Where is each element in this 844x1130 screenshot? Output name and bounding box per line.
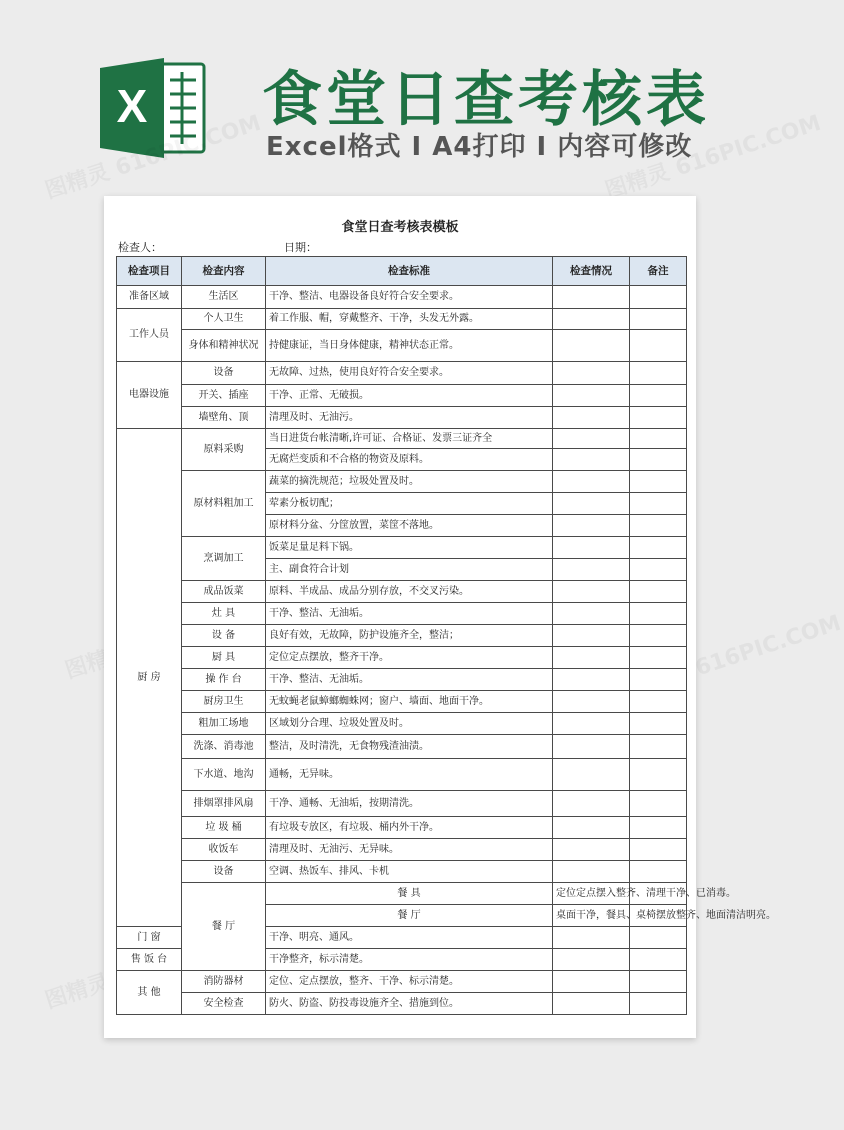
result-cell[interactable] bbox=[553, 861, 630, 883]
category-cell: 准备区域 bbox=[117, 286, 182, 309]
table-row bbox=[117, 407, 687, 429]
standard-cell: 饭菜足量足料下锅。 bbox=[266, 537, 553, 559]
result-cell[interactable] bbox=[553, 449, 630, 471]
remark-cell[interactable] bbox=[630, 927, 687, 949]
result-cell[interactable] bbox=[553, 839, 630, 861]
item-cell: 开关、插座 bbox=[182, 385, 266, 407]
item-cell: 生活区 bbox=[182, 286, 266, 309]
remark-cell[interactable] bbox=[630, 949, 687, 971]
remark-cell[interactable] bbox=[630, 493, 687, 515]
remark-cell[interactable] bbox=[630, 385, 687, 407]
header-cell: 备注 bbox=[630, 257, 687, 286]
standard-cell: 着工作服、帽，穿戴整齐、干净，头发无外露。 bbox=[266, 309, 553, 330]
document-title: 食堂日查考核表模板 bbox=[341, 220, 459, 235]
table-row bbox=[117, 362, 687, 385]
remark-cell[interactable] bbox=[630, 330, 687, 362]
item-cell: 灶 具 bbox=[182, 603, 266, 625]
remark-cell[interactable] bbox=[630, 735, 687, 759]
result-cell[interactable] bbox=[553, 817, 630, 839]
result-cell[interactable] bbox=[553, 647, 630, 669]
remark-cell[interactable] bbox=[630, 559, 687, 581]
remark-cell[interactable] bbox=[630, 603, 687, 625]
table-row bbox=[117, 581, 687, 603]
remark-cell[interactable] bbox=[630, 791, 687, 817]
standard-cell: 通畅，无异味。 bbox=[266, 759, 553, 791]
result-cell[interactable] bbox=[553, 537, 630, 559]
excel-icon-letter: X bbox=[116, 80, 148, 132]
standard-cell: 有垃圾专放区，有垃圾、桶内外干净。 bbox=[266, 817, 553, 839]
standard-cell: 清理及时、无油污、无异味。 bbox=[266, 839, 553, 861]
item-cell: 洗涤、消毒池 bbox=[182, 735, 266, 759]
standard-cell: 持健康证，当日身体健康，精神状态正常。 bbox=[266, 330, 553, 362]
header-cell: 检查项目 bbox=[117, 257, 182, 286]
remark-cell[interactable] bbox=[630, 286, 687, 309]
result-cell[interactable] bbox=[553, 429, 630, 449]
category-cell: 工作人员 bbox=[117, 309, 182, 362]
result-cell[interactable] bbox=[553, 791, 630, 817]
item-cell: 设备 bbox=[182, 861, 266, 883]
item-cell: 餐 具 bbox=[266, 883, 553, 905]
table-row bbox=[117, 471, 687, 493]
table-row bbox=[117, 839, 687, 861]
standard-cell: 干净、整洁、无油垢。 bbox=[266, 603, 553, 625]
result-cell[interactable] bbox=[553, 515, 630, 537]
result-cell[interactable] bbox=[553, 309, 630, 330]
item-cell: 原料采购 bbox=[182, 429, 266, 471]
result-cell[interactable] bbox=[553, 407, 630, 429]
table-row bbox=[117, 309, 687, 330]
standard-cell: 干净、明亮、通风。 bbox=[266, 927, 553, 949]
item-cell: 成品饭菜 bbox=[182, 581, 266, 603]
standard-cell: 定位定点摆放，整齐干净。 bbox=[266, 647, 553, 669]
standard-cell: 荤素分板切配； bbox=[266, 493, 553, 515]
result-cell[interactable] bbox=[553, 330, 630, 362]
table-row bbox=[117, 429, 687, 449]
result-cell[interactable] bbox=[553, 362, 630, 385]
table-row bbox=[117, 883, 687, 905]
remark-cell[interactable] bbox=[630, 971, 687, 993]
table-row bbox=[117, 791, 687, 817]
remark-cell[interactable] bbox=[630, 309, 687, 330]
standard-cell: 整洁，及时清洗，无食物残渣油渍。 bbox=[266, 735, 553, 759]
remark-cell[interactable] bbox=[630, 759, 687, 791]
table-row bbox=[117, 817, 687, 839]
category-cell: 餐 厅 bbox=[182, 883, 266, 971]
table-row bbox=[117, 537, 687, 559]
table-row bbox=[117, 286, 687, 309]
result-cell[interactable] bbox=[553, 286, 630, 309]
result-cell[interactable] bbox=[553, 493, 630, 515]
item-cell: 消防器材 bbox=[182, 971, 266, 993]
item-cell: 设备 bbox=[182, 362, 266, 385]
date-label: 日期： bbox=[284, 241, 317, 254]
remark-cell[interactable] bbox=[630, 449, 687, 471]
standard-cell: 当日进货台帐清晰,许可证、合格证、发票三证齐全 bbox=[266, 429, 553, 449]
item-cell: 安全检查 bbox=[182, 993, 266, 1015]
category-cell: 厨 房 bbox=[117, 429, 182, 927]
standard-cell: 干净、整洁、无油垢。 bbox=[266, 669, 553, 691]
standard-cell: 主、副食符合计划 bbox=[266, 559, 553, 581]
standard-cell: 桌面干净，餐具、桌椅摆放整齐、地面清洁明亮。 bbox=[553, 905, 630, 927]
document-sheet bbox=[104, 196, 776, 1038]
standard-cell: 空调、热饭车、排风、卡机 bbox=[266, 861, 553, 883]
result-cell[interactable] bbox=[553, 625, 630, 647]
item-cell: 垃 圾 桶 bbox=[182, 817, 266, 839]
standard-cell: 定位、定点摆放，整齐、干净、标示清楚。 bbox=[266, 971, 553, 993]
item-cell: 粗加工场地 bbox=[182, 713, 266, 735]
inspection-table bbox=[116, 256, 776, 1015]
result-cell[interactable] bbox=[553, 691, 630, 713]
table-row bbox=[117, 861, 687, 883]
standard-cell: 良好有效，无故障，防护设施齐全，整洁； bbox=[266, 625, 553, 647]
standard-cell: 蔬菜的摘洗规范；垃圾处置及时。 bbox=[266, 471, 553, 493]
standard-cell: 防火、防盗、防投毒设施齐全、措施到位。 bbox=[266, 993, 553, 1015]
category-cell: 电器设施 bbox=[117, 362, 182, 429]
item-cell: 厨房卫生 bbox=[182, 691, 266, 713]
category-cell: 其 他 bbox=[117, 971, 182, 1015]
table-row bbox=[117, 735, 687, 759]
item-cell: 厨 具 bbox=[182, 647, 266, 669]
remark-cell[interactable] bbox=[630, 713, 687, 735]
result-cell[interactable] bbox=[553, 471, 630, 493]
item-cell: 下水道、地沟 bbox=[182, 759, 266, 791]
result-cell[interactable] bbox=[553, 603, 630, 625]
table-row bbox=[117, 971, 687, 993]
item-cell: 操 作 台 bbox=[182, 669, 266, 691]
table-row bbox=[117, 993, 687, 1015]
table-row bbox=[117, 330, 687, 362]
result-cell[interactable] bbox=[553, 759, 630, 791]
header-cell: 检查内容 bbox=[182, 257, 266, 286]
table-row bbox=[117, 385, 687, 407]
item-cell: 个人卫生 bbox=[182, 309, 266, 330]
item-cell: 收饭车 bbox=[182, 839, 266, 861]
standard-cell: 无故障、过热，使用良好符合安全要求。 bbox=[266, 362, 553, 385]
remark-cell[interactable] bbox=[630, 691, 687, 713]
remark-cell[interactable] bbox=[630, 861, 687, 883]
result-cell[interactable] bbox=[553, 559, 630, 581]
standard-cell: 干净、整洁、电器设备良好符合安全要求。 bbox=[266, 286, 553, 309]
result-cell[interactable] bbox=[553, 385, 630, 407]
table-row bbox=[117, 713, 687, 735]
remark-cell[interactable] bbox=[630, 669, 687, 691]
remark-cell[interactable] bbox=[630, 581, 687, 603]
result-cell[interactable] bbox=[553, 581, 630, 603]
result-cell[interactable] bbox=[553, 669, 630, 691]
result-cell[interactable] bbox=[553, 949, 630, 971]
table-row bbox=[117, 759, 687, 791]
remark-cell[interactable] bbox=[630, 515, 687, 537]
banner-title: 食堂日查考核表 bbox=[262, 65, 710, 135]
item-cell: 身体和精神状况 bbox=[182, 330, 266, 362]
result-cell[interactable] bbox=[553, 927, 630, 949]
standard-cell: 原材料分盆、分筐放置，菜筐不落地。 bbox=[266, 515, 553, 537]
table-row bbox=[117, 625, 687, 647]
excel-icon bbox=[100, 58, 208, 158]
remark-cell[interactable] bbox=[630, 817, 687, 839]
remark-cell[interactable] bbox=[630, 993, 687, 1015]
standard-cell: 定位定点摆入整齐、清理干净、已消毒。 bbox=[553, 883, 630, 905]
header-cell: 检查标准 bbox=[266, 257, 553, 286]
table-row bbox=[117, 647, 687, 669]
remark-cell[interactable] bbox=[630, 537, 687, 559]
standard-cell: 原料、半成品、成品分别存放，不交叉污染。 bbox=[266, 581, 553, 603]
item-cell: 门 窗 bbox=[117, 927, 182, 949]
item-cell: 原材料粗加工 bbox=[182, 471, 266, 537]
item-cell: 烹调加工 bbox=[182, 537, 266, 581]
result-cell[interactable] bbox=[553, 735, 630, 759]
item-cell: 餐 厅 bbox=[266, 905, 553, 927]
banner-subtitle: Excel格式 I A4打印 I 内容可修改 bbox=[266, 132, 693, 162]
remark-cell[interactable] bbox=[630, 407, 687, 429]
header-cell: 检查情况 bbox=[553, 257, 630, 286]
item-cell: 设 备 bbox=[182, 625, 266, 647]
standard-cell: 无腐烂变质和不合格的物资及原料。 bbox=[266, 449, 553, 471]
remark-cell[interactable] bbox=[630, 625, 687, 647]
standard-cell: 无蚊蝇老鼠蟑螂蜘蛛网；窗户、墙面、地面干净。 bbox=[266, 691, 553, 713]
standard-cell: 清理及时、无油污。 bbox=[266, 407, 553, 429]
item-cell: 墙壁角、顶 bbox=[182, 407, 266, 429]
standard-cell: 干净、通畅、无油垢，按期清洗。 bbox=[266, 791, 553, 817]
remark-cell[interactable] bbox=[630, 471, 687, 493]
standard-cell: 区域划分合理、垃圾处置及时。 bbox=[266, 713, 553, 735]
banner bbox=[0, 0, 800, 190]
remark-cell[interactable] bbox=[630, 429, 687, 449]
table-row bbox=[117, 669, 687, 691]
remark-cell[interactable] bbox=[630, 839, 687, 861]
item-cell: 排烟罩排风扇 bbox=[182, 791, 266, 817]
table-header-row bbox=[117, 257, 687, 286]
standard-cell: 干净整齐，标示清楚。 bbox=[266, 949, 553, 971]
table-row bbox=[117, 691, 687, 713]
remark-cell[interactable] bbox=[630, 647, 687, 669]
standard-cell: 干净、正常、无破损。 bbox=[266, 385, 553, 407]
remark-cell[interactable] bbox=[630, 362, 687, 385]
result-cell[interactable] bbox=[553, 993, 630, 1015]
result-cell[interactable] bbox=[553, 971, 630, 993]
inspector-label: 检查人： bbox=[118, 241, 162, 254]
result-cell[interactable] bbox=[553, 713, 630, 735]
table-row bbox=[117, 603, 687, 625]
item-cell: 售 饭 台 bbox=[117, 949, 182, 971]
